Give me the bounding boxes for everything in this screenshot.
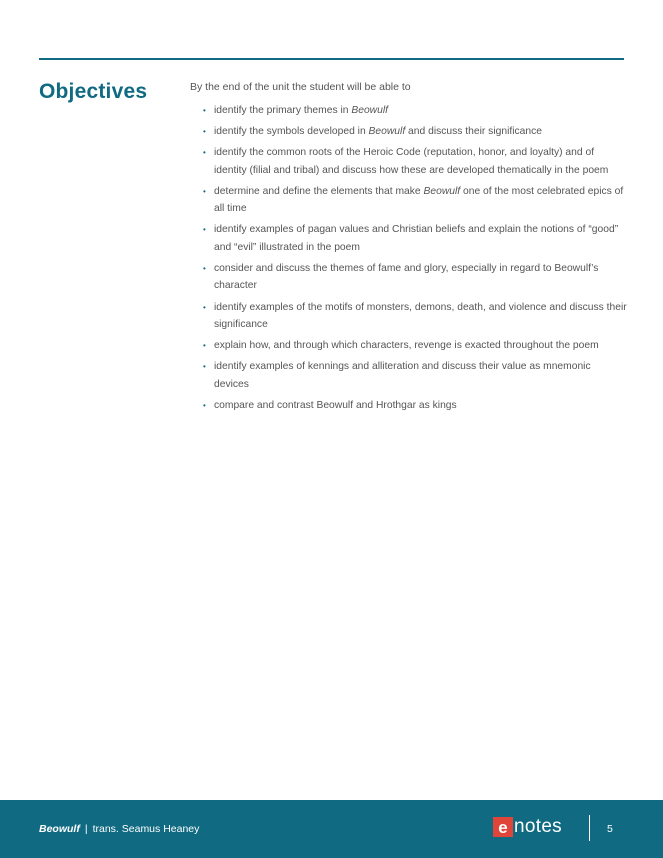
objective-item (203, 299, 628, 334)
bullet-icon: • (203, 263, 206, 273)
objective-item (203, 144, 628, 179)
objective-item (203, 337, 628, 355)
book-title: Beowulf (39, 823, 80, 835)
bullet-icon: • (203, 148, 206, 158)
section-heading: Objectives (39, 80, 148, 103)
bullet-icon: • (203, 400, 206, 410)
objective-text: identify examples of kennings and alliteration and discuss their value as mnemonic devices (214, 361, 591, 390)
objective-item (203, 397, 628, 415)
objective-item (203, 183, 628, 218)
objective-text: identify examples of the motifs of monsters, demons, death, and violence and discuss their significance (214, 301, 627, 331)
logo-text: notes (514, 816, 562, 837)
objective-italic: Beowulf (368, 126, 406, 138)
objective-text: identify the common roots of the Heroic Code (reputation, honor, and loyalty) and of identity (filial and tribal) and discuss how these are developed thematically in the poem (214, 147, 609, 176)
objective-text: and discuss their significance (405, 126, 542, 138)
top-rule (39, 58, 624, 60)
objective-item (203, 123, 628, 141)
footer-title (39, 823, 199, 835)
translator: trans. Seamus Heaney (92, 823, 200, 835)
bullet-icon: • (203, 362, 206, 372)
objective-text: one of the most celebrated epics of all time (214, 185, 624, 215)
objective-item (203, 102, 628, 120)
objective-text: compare and contrast Beowulf and Hrothgar as kings (214, 399, 457, 411)
page-number: 5 (607, 823, 613, 835)
objective-text: explain how, and through which characters, revenge is exacted throughout the poem (214, 340, 599, 352)
bullet-icon: • (203, 225, 206, 235)
objective-text: identify examples of pagan values and Christian beliefs and explain the notions of “good” and “evil” illustrated in the poem (214, 224, 619, 253)
objective-text: consider and discuss the themes of fame and glory, especially in regard to Beowulf’s character (214, 262, 599, 292)
objectives-list (203, 102, 628, 418)
enotes-logo (493, 816, 562, 838)
logo-e-box: e (493, 817, 513, 837)
footer-divider (589, 815, 590, 841)
bullet-icon: • (203, 302, 206, 312)
objective-italic: Beowulf (423, 185, 461, 197)
intro-text: By the end of the unit the student will be able to (190, 81, 411, 93)
bullet-icon: • (203, 127, 206, 137)
bullet-icon: • (203, 106, 206, 115)
objective-item (203, 358, 628, 393)
objective-text: identify the symbols developed in (214, 126, 369, 138)
objective-item (203, 221, 628, 256)
objective-italic: Beowulf (351, 105, 388, 116)
objective-item (203, 260, 628, 295)
objective-text: determine and define the elements that make (214, 185, 424, 197)
footer (0, 800, 663, 858)
bullet-icon: • (203, 186, 206, 196)
bullet-icon: • (203, 341, 206, 351)
objective-text: identify the primary themes in (214, 105, 352, 116)
footer-separator: | (84, 823, 88, 835)
